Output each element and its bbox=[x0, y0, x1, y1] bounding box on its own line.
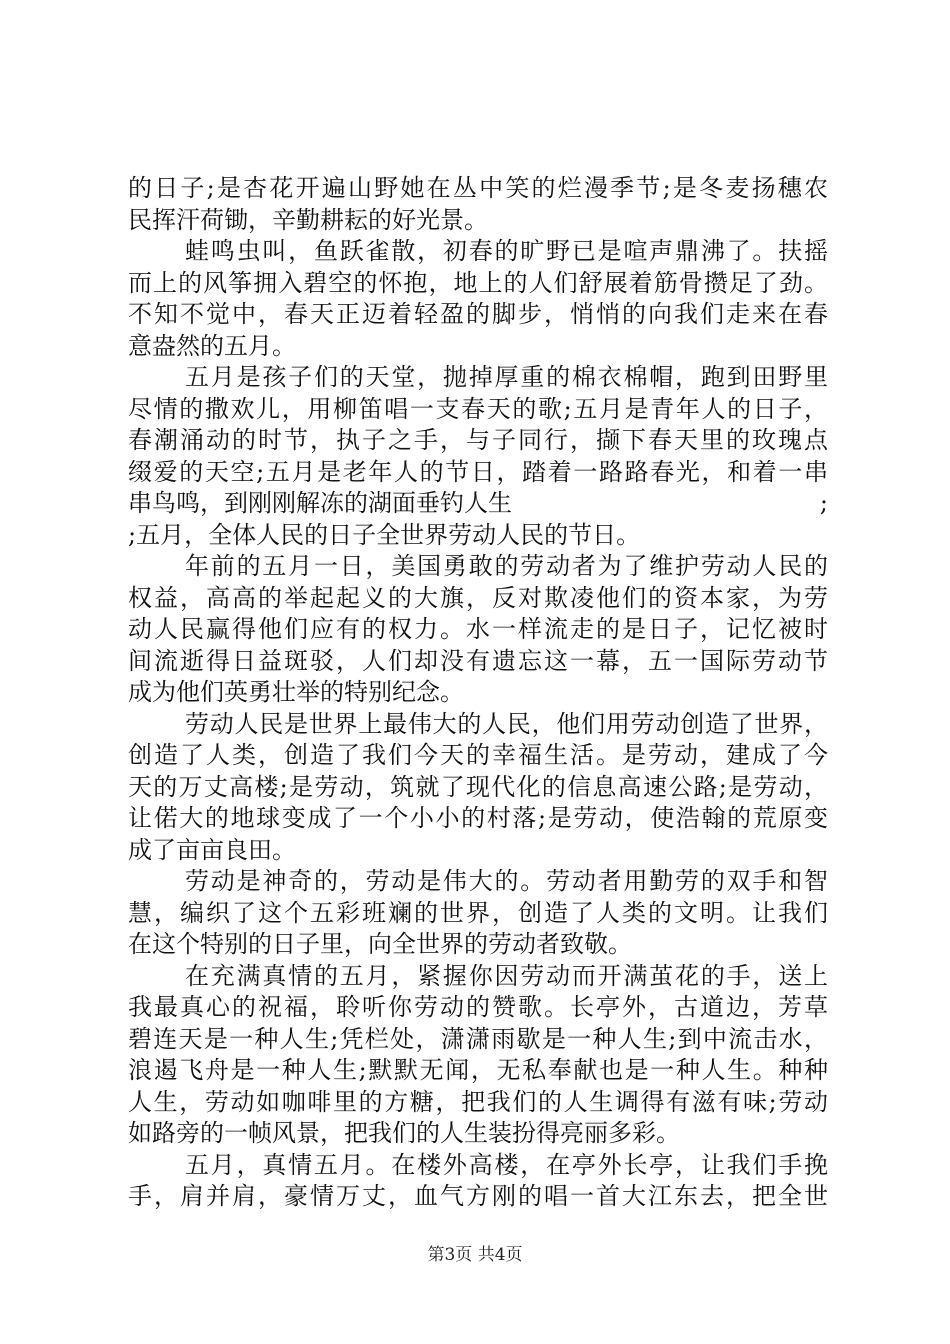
page-number-footer: 第3页 共4页 bbox=[427, 1245, 523, 1265]
text-line-content: 天的万丈高楼;是劳动，筑就了现代化的信息高速公路;是劳动， bbox=[128, 772, 828, 801]
text-line bbox=[128, 583, 828, 615]
text-line-content: 动人民赢得他们应有的权力。水一样流走的是日子，记忆被时 bbox=[128, 615, 828, 643]
text-line-content: 尽情的撒欢儿，用柳笛唱一支春天的歌;五月是青年人的日子， bbox=[128, 394, 828, 423]
text-line bbox=[128, 520, 828, 552]
text-line bbox=[128, 457, 828, 489]
text-line bbox=[128, 551, 828, 583]
text-line-content: 慧，编织了这个五彩班斓的世界，创造了人类的文明。让我们 bbox=[128, 898, 828, 927]
text-line bbox=[128, 173, 828, 205]
text-line-content: 创造了人类，创造了我们今天的幸福生活。是劳动，建成了今 bbox=[128, 741, 828, 769]
text-line bbox=[128, 394, 828, 426]
text-line-content: 春潮涌动的时节，执子之手，与子同行，撷下春天里的玫瑰点 bbox=[128, 426, 828, 454]
text-line bbox=[128, 1181, 828, 1213]
text-line bbox=[128, 425, 828, 457]
text-line bbox=[128, 1118, 828, 1150]
text-line-content: 蛙鸣虫叫，鱼跃雀散，初春的旷野已是喧声鼎沸了。扶摇 bbox=[185, 237, 828, 265]
text-line-content: 串鸟鸣，到刚刚解冻的湖面垂钓人生 bbox=[128, 489, 512, 517]
text-line bbox=[128, 929, 828, 961]
text-line bbox=[128, 614, 828, 646]
text-line-content: 手，肩并肩，豪情万丈，血气方刚的唱一首大江东去，把全世 bbox=[128, 1182, 828, 1210]
text-line-content: 而上的风筝拥入碧空的怀抱，地上的人们舒展着筋骨攒足了劲。 bbox=[128, 268, 828, 297]
text-line-content: 我最真心的祝福，聆听你劳动的赞歌。长亭外，古道边，芳草 bbox=[128, 993, 828, 1021]
text-line bbox=[128, 331, 828, 363]
text-line bbox=[128, 236, 828, 268]
text-line bbox=[128, 299, 828, 331]
text-line bbox=[128, 992, 828, 1024]
text-line bbox=[128, 1150, 828, 1182]
text-line-content: 不知不觉中，春天正迈着轻盈的脚步，悄悄的向我们走来在春 bbox=[128, 300, 828, 328]
text-line-content: 成了亩亩良田。 bbox=[128, 835, 296, 864]
text-line-content: 权益，高高的举起起义的大旗，反对欺凌他们的资本家，为劳 bbox=[128, 583, 828, 612]
text-line bbox=[128, 898, 828, 930]
text-line-content: 的日子;是杏花开遍山野她在丛中笑的烂漫季节;是冬麦扬穗农 bbox=[128, 174, 828, 202]
text-line-content: 间流逝得日益斑驳，人们却没有遗忘这一幕，五一国际劳动节 bbox=[128, 646, 828, 675]
text-line bbox=[128, 268, 828, 300]
text-line-content: 意盎然的五月。 bbox=[128, 331, 296, 360]
text-line-content: 年前的五月一日，美国勇敢的劳动者为了维护劳动人民的 bbox=[185, 552, 828, 580]
text-line-content: 在充满真情的五月，紧握你因劳动而开满茧花的手，送上 bbox=[185, 961, 828, 990]
text-line-content: ;五月，全体人民的日子全世界劳动人民的节日。 bbox=[128, 520, 641, 549]
document-body bbox=[128, 173, 828, 1213]
text-line-content: 劳动人民是世界上最伟大的人民，他们用劳动创造了世界， bbox=[185, 709, 828, 738]
text-line bbox=[128, 803, 828, 835]
text-line-content: 五月是孩子们的天堂，抛掉厚重的棉衣棉帽，跑到田野里 bbox=[185, 363, 828, 391]
text-line-content: 碧连天是一种人生;凭栏处，潇潇雨歇是一种人生;到中流击水， bbox=[128, 1024, 828, 1053]
text-line-trailing-mark: ; bbox=[819, 489, 828, 517]
text-line-content: 五月，真情五月。在楼外高楼，在亭外长亭，让我们手挽 bbox=[185, 1150, 828, 1179]
text-line bbox=[128, 740, 828, 772]
text-line-content: 人生，劳动如咖啡里的方糖，把我们的人生调得有滋有味;劳动 bbox=[128, 1087, 828, 1116]
text-line-content: 如路旁的一帧风景，把我们的人生装扮得亮丽多彩。 bbox=[128, 1119, 680, 1147]
text-line-content: 民挥汗荷锄，辛勤耕耘的好光景。 bbox=[128, 205, 488, 234]
text-line bbox=[128, 961, 828, 993]
text-line bbox=[128, 772, 828, 804]
text-line bbox=[128, 488, 828, 520]
text-line-content: 浪遏飞舟是一种人生;默默无闻，无私奉献也是一种人生。种种 bbox=[128, 1056, 828, 1084]
text-line bbox=[128, 866, 828, 898]
text-line bbox=[128, 709, 828, 741]
text-line-content: 让偌大的地球变成了一个小小的村落;是劳动，使浩翰的荒原变 bbox=[128, 804, 828, 832]
text-line-content: 劳动是神奇的，劳动是伟大的。劳动者用勤劳的双手和智 bbox=[185, 867, 828, 895]
text-line bbox=[128, 205, 828, 237]
text-line bbox=[128, 1055, 828, 1087]
text-line bbox=[128, 646, 828, 678]
text-line-content: 成为他们英勇壮举的特别纪念。 bbox=[128, 678, 464, 706]
text-line bbox=[128, 835, 828, 867]
text-line bbox=[128, 1024, 828, 1056]
text-line bbox=[128, 1087, 828, 1119]
text-line-content: 缀爱的天空;五月是老年人的节日，踏着一路路春光，和着一串 bbox=[128, 457, 828, 486]
text-line-content: 在这个特别的日子里，向全世界的劳动者致敬。 bbox=[128, 930, 632, 958]
text-line bbox=[128, 677, 828, 709]
text-line bbox=[128, 362, 828, 394]
